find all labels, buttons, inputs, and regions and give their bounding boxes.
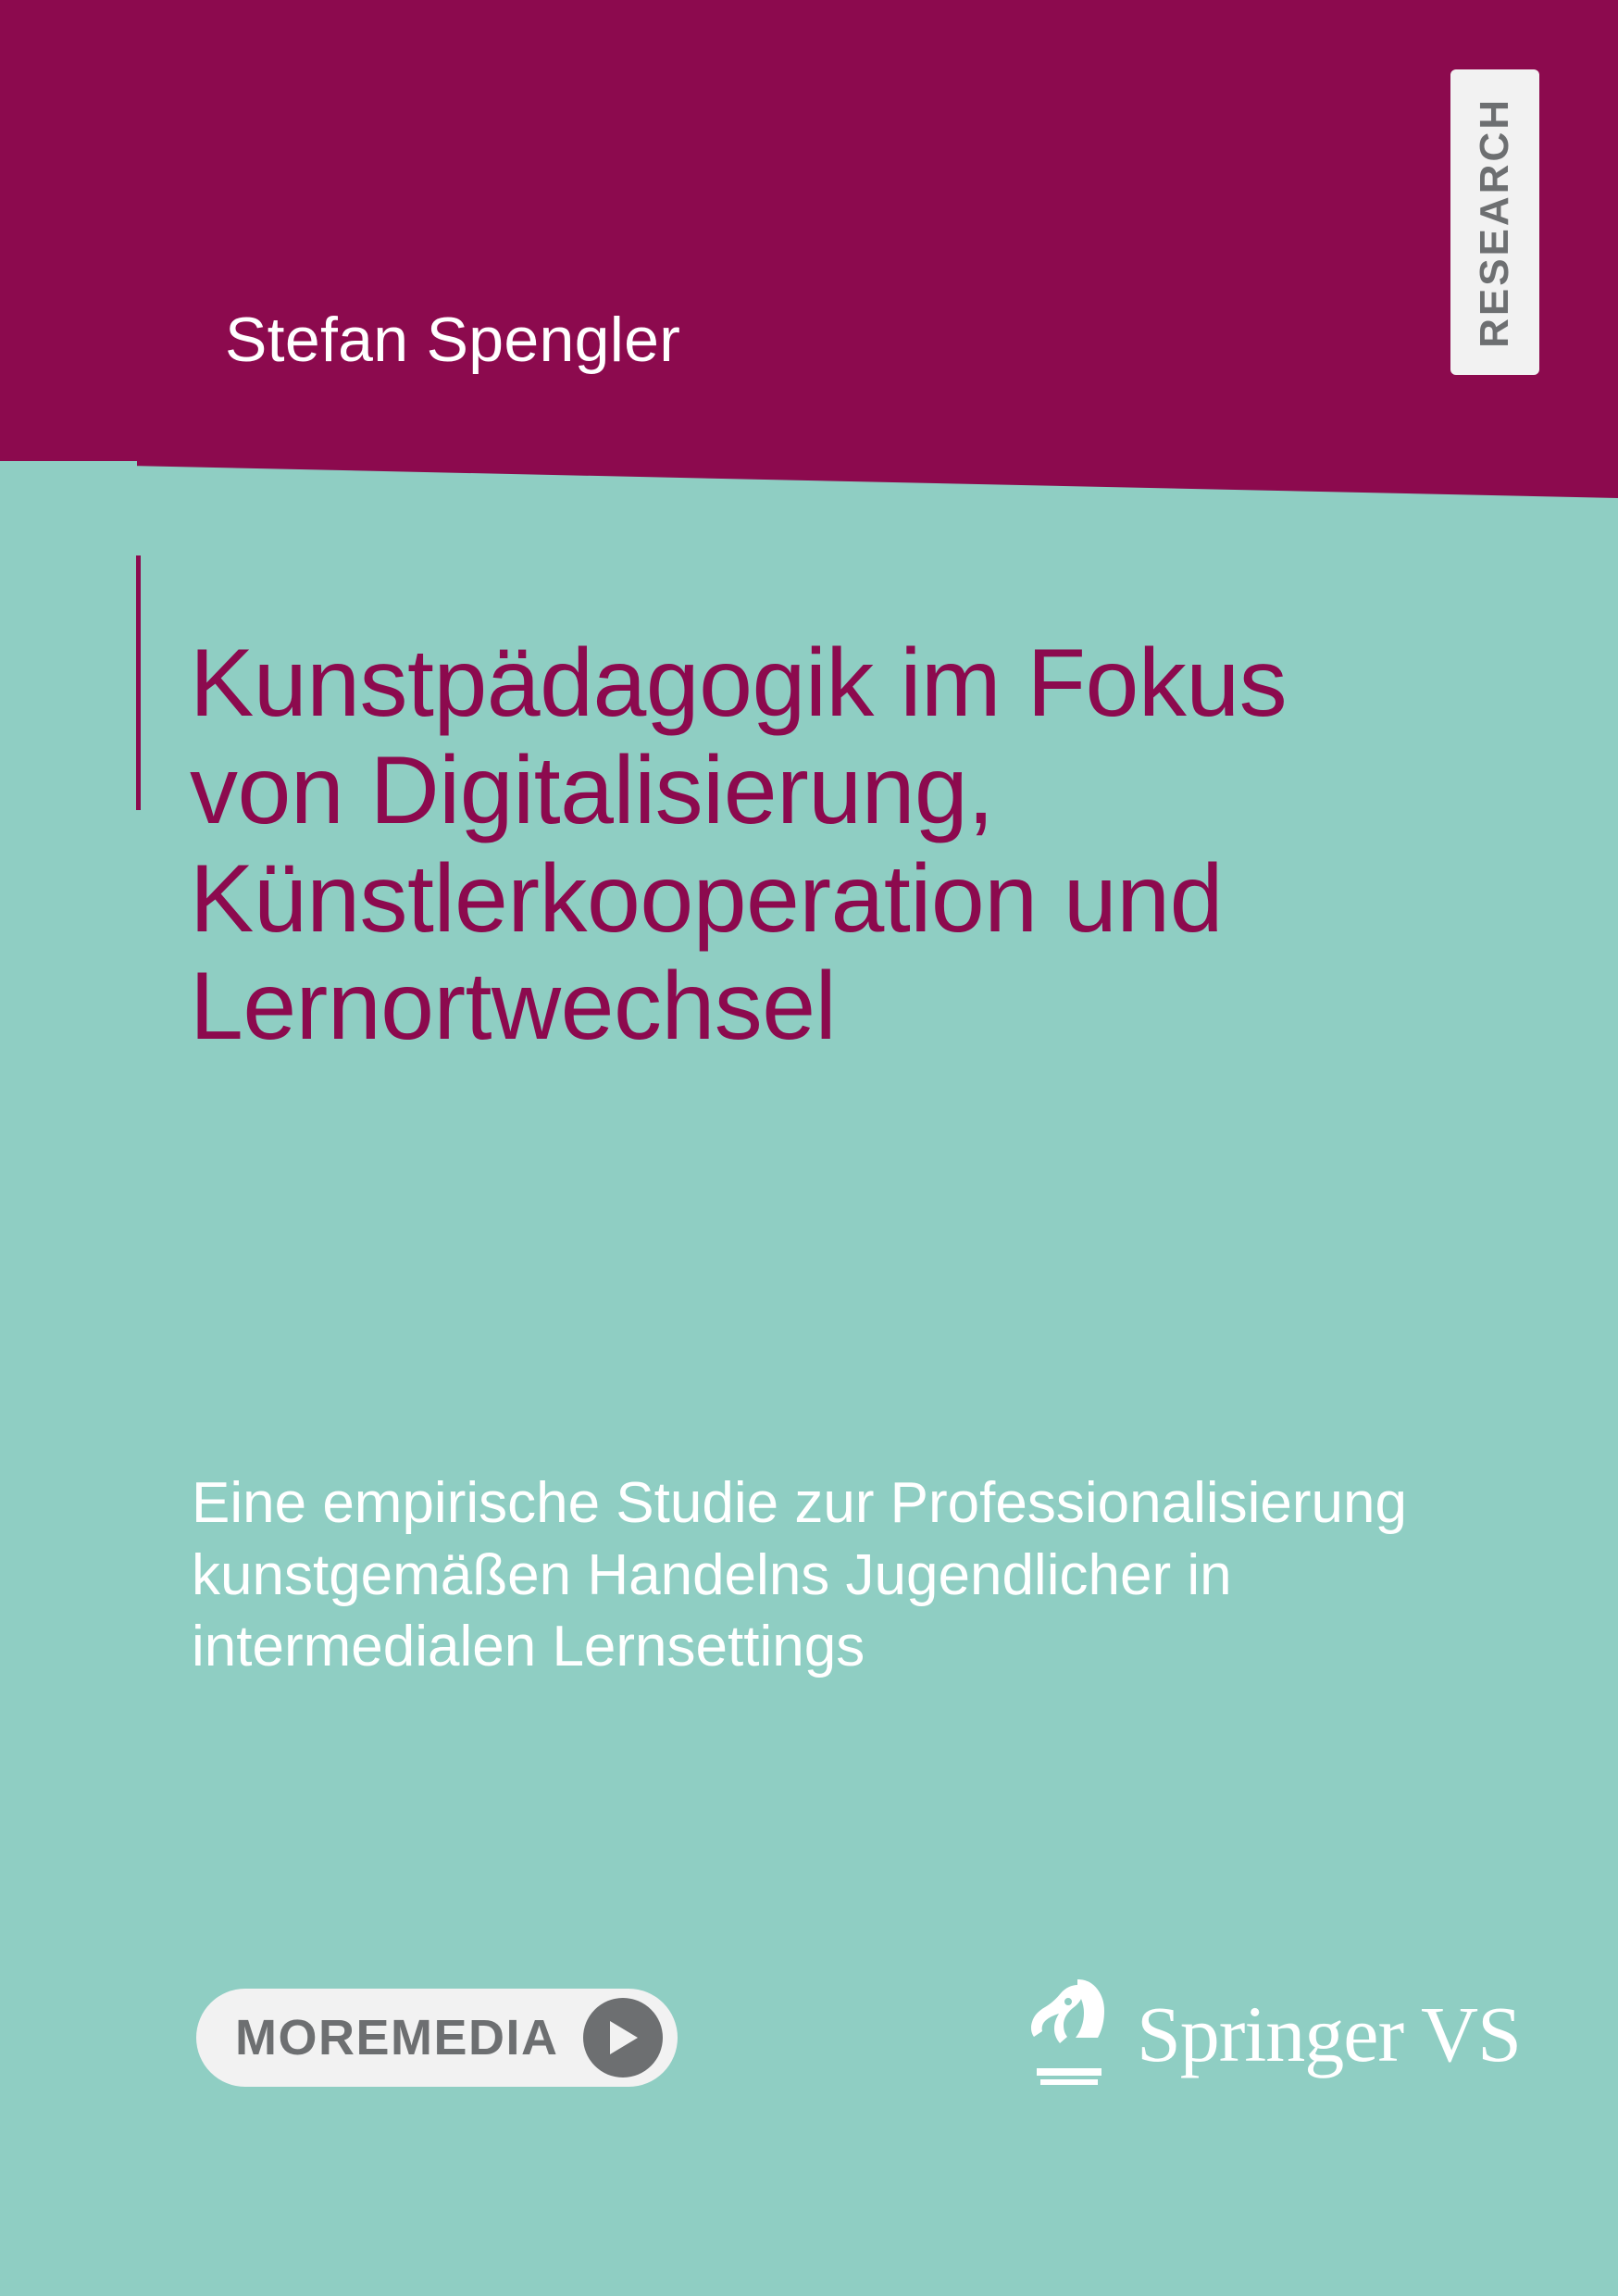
moremedia-badge[interactable]	[196, 1989, 678, 2087]
publisher-logo	[1020, 1979, 1521, 2089]
play-icon[interactable]	[583, 1998, 663, 2078]
book-subtitle: Eine empirische Studie zur Professionalisierung kunstgemäßen Handelns Jugendlicher in intermedialen Lernsettings	[192, 1471, 1407, 1678]
header-band-notch	[0, 461, 137, 572]
publisher-name: Springer VS	[1136, 1990, 1521, 2078]
author-name: Stefan Spengler	[225, 305, 681, 375]
title-left-rule	[136, 555, 141, 810]
series-badge-label: RESEARCH	[1472, 96, 1517, 348]
series-badge	[1450, 69, 1539, 375]
header-color-band	[0, 0, 1618, 555]
book-title: Kunstpädagogik im Fokus von Digitalisierung, Künstlerkooperation und Lernortwechsel	[190, 630, 1288, 1061]
springer-knight-icon	[1020, 1979, 1116, 2089]
moremedia-label: MOREMEDIA	[235, 2010, 559, 2065]
